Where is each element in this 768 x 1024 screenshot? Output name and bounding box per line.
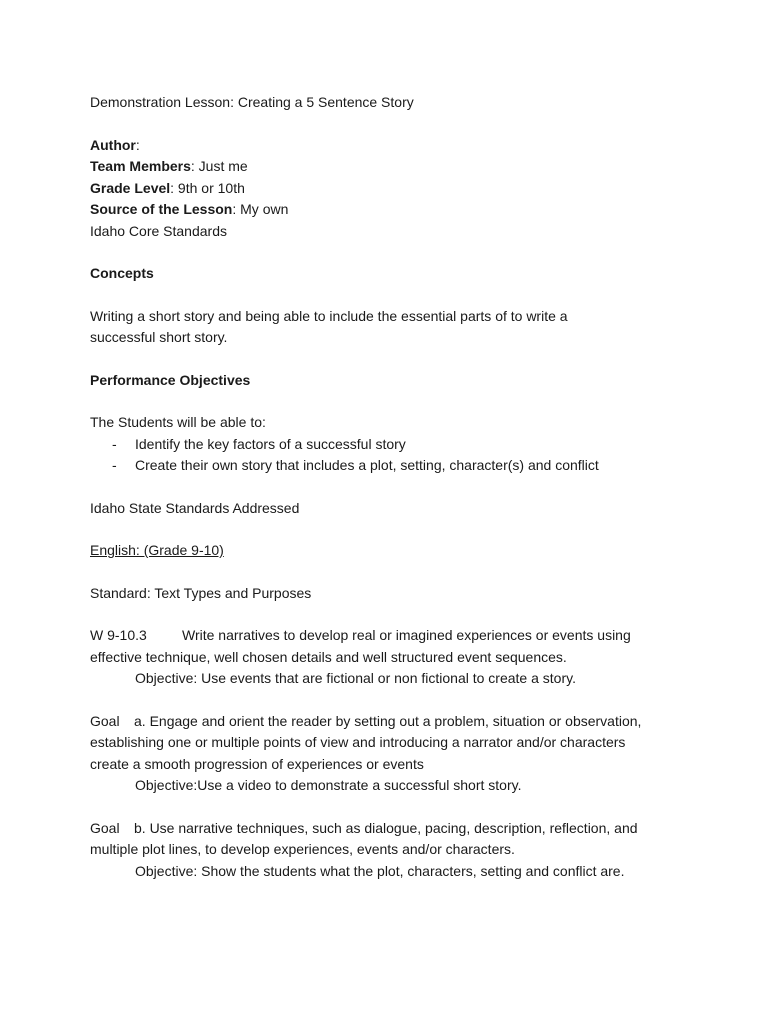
list-item	[90, 455, 690, 477]
dash-bullet-icon: -	[112, 435, 117, 452]
goal-b-objective: Objective: Show the students what the plot, characters, setting and conflict are.	[135, 862, 625, 879]
goal-a-line-2: establishing one or multiple points of view and introducing a narrator and/or characters	[90, 734, 626, 750]
document-page	[90, 92, 690, 882]
goal-b-line-2: multiple plot lines, to develop experiences, events and/or characters.	[90, 841, 515, 857]
goal-a-label: Goal	[90, 712, 120, 729]
goal-a-objective: Objective:Use a video to demonstrate a successful short story.	[135, 777, 522, 793]
goal-a-line-1	[90, 711, 690, 733]
grade-level-value: : 9th or 10th	[170, 179, 245, 196]
goal-a-line-3: create a smooth progression of experiences or events	[90, 755, 424, 772]
author-label: Author	[90, 136, 136, 153]
standards-heading: Idaho State Standards Addressed	[90, 499, 300, 516]
source-label: Source of the Lesson	[90, 201, 233, 217]
team-members-label: Team Members	[90, 158, 191, 174]
source-line	[90, 199, 690, 221]
list-item-text: Create their own story that includes a plot, setting, character(s) and conflict	[135, 457, 599, 473]
concepts-text-line-2: successful short story.	[90, 329, 228, 345]
grade-level-label: Grade Level	[90, 179, 171, 196]
concepts-heading: Concepts	[90, 265, 154, 281]
goal-a-text: a. Engage and orient the reader by setting out a problem, situation or observation,	[134, 712, 642, 729]
grade-level-line	[90, 178, 690, 200]
source-value: : My own	[232, 201, 289, 217]
team-members-line	[90, 156, 690, 178]
goal-b-line-1	[90, 818, 690, 840]
w-standard-objective: Objective: Use events that are fictional or non fictional to create a story.	[135, 670, 576, 686]
standard-code: W 9-10.3	[90, 627, 147, 643]
core-standards-line: Idaho Core Standards	[90, 222, 227, 239]
standard-line: Standard: Text Types and Purposes	[90, 584, 312, 601]
goal-b-text: b. Use narrative techniques, such as dialogue, pacing, description, reflection, and	[134, 819, 638, 836]
concepts-text-line-1: Writing a short story and being able to include the essential parts of to write a	[90, 307, 568, 324]
w-standard-line-2: effective technique, well chosen details and well structured event sequences.	[90, 648, 567, 665]
subject-heading: English: (Grade 9-10)	[90, 542, 224, 558]
performance-objectives-heading: Performance Objectives	[90, 371, 251, 388]
author-line: Author:	[90, 136, 140, 153]
dash-bullet-icon: -	[112, 457, 117, 473]
objectives-list	[90, 434, 690, 477]
objectives-intro: The Students will be able to:	[90, 414, 266, 430]
standard-text: Write narratives to develop real or imagined experiences or events using	[182, 627, 631, 643]
document-title: Demonstration Lesson: Creating a 5 Sentence Story	[90, 94, 414, 110]
goal-b-label: Goal	[90, 819, 120, 836]
w-standard-line-1	[90, 625, 690, 647]
list-item	[90, 434, 690, 456]
team-members-value: : Just me	[190, 158, 248, 174]
list-item-text: Identify the key factors of a successful story	[135, 435, 406, 452]
